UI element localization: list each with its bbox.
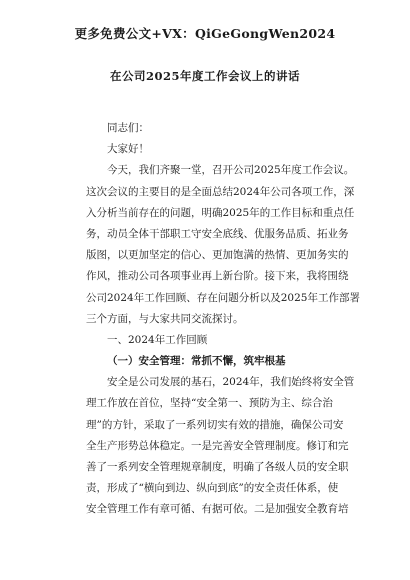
paragraph-line: 全生产形势总体稳定。一是完善安全管理制度。修订和完: [86, 439, 349, 452]
document-title: 在公司2025年度工作会议上的讲话: [109, 69, 300, 83]
paragraph-line: 这次会议的主要目的是全面总结2024年公司各项工作，深: [86, 185, 355, 198]
paragraph-line: 安全管理工作有章可循、有据可依。二是加强安全教育培: [86, 503, 349, 516]
paragraph-line: 今天，我们齐聚一堂，召开公司2025年度工作会议。: [107, 164, 355, 177]
paragraph-line: 务，动员全体干部职工守安全底线、优服务品质、拓业务: [86, 227, 349, 240]
salutation: 同志们：: [107, 122, 149, 134]
paragraph-line: 责，形成了“横向到边、纵向到底”的安全责任体系，使: [86, 482, 339, 495]
paragraph-line: 三个方面，与大家共同交流探讨。: [86, 312, 244, 325]
section-heading: 一、2024年工作回顾: [107, 333, 208, 346]
paragraph-line: 公司2024年工作回顾、存在问题分析以及2025年工作部署: [86, 291, 360, 304]
paragraph-line: 作风，推动公司各项事业再上新台阶。接下来，我将围绕: [86, 270, 349, 283]
promo-header: 更多免费公文+VX：QiGeGongWen2024: [74, 26, 336, 41]
paragraph-line: 理工作放在首位，坚持“安全第一、预防为主、综合治: [86, 397, 333, 410]
paragraph-line: 善了一系列安全管理规章制度，明确了各级人员的安全职: [86, 461, 349, 473]
subsection-heading: （一）安全管理：常抓不懈，筑牢根基: [107, 355, 286, 368]
paragraph-line: 安全是公司发展的基石，2024年，我们始终将安全管: [107, 376, 355, 389]
paragraph-line: 理”的方针，采取了一系列切实有效的措施，确保公司安: [86, 418, 344, 431]
paragraph-line: 版图，以更加坚定的信心、更加饱满的热情、更加务实的: [86, 249, 349, 262]
document-body: [86, 118, 360, 521]
paragraph-line: 入分析当前存在的问题，明确2025年的工作目标和重点任: [86, 206, 355, 219]
greeting: 大家好！: [107, 143, 149, 156]
